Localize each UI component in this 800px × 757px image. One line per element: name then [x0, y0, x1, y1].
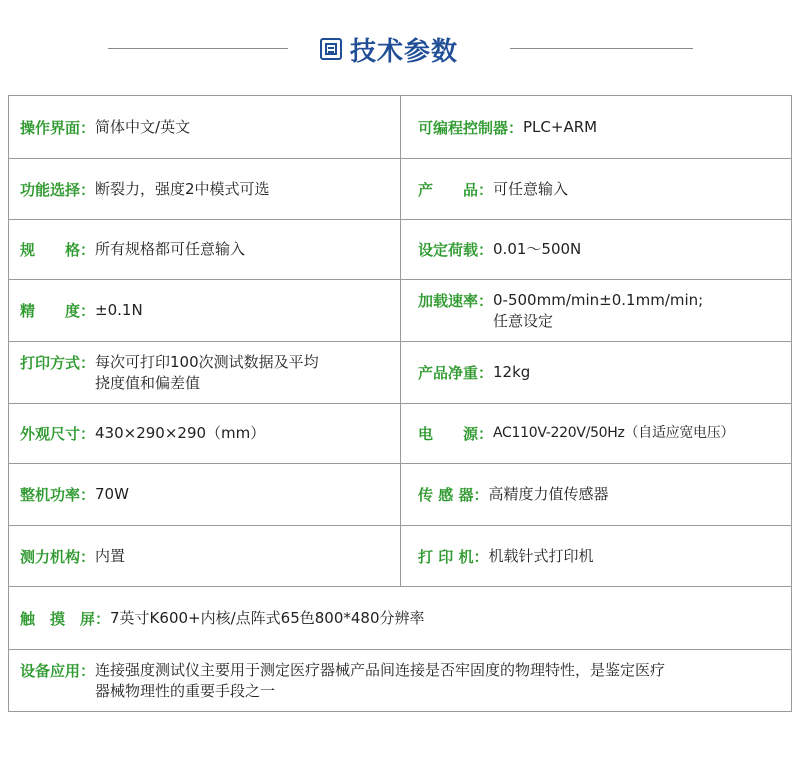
spec-label: 可编程控制器：: [418, 118, 524, 137]
spec-value: 内置: [95, 546, 126, 565]
spec-cell: [9, 587, 791, 649]
spec-value: 断裂力，强度2中模式可选: [95, 179, 270, 198]
spec-row: [9, 526, 791, 587]
spec-value: 连接强度测试仪主要用于测定医疗器械产品间连接是否牢固度的物理特性，是鉴定医疗 器械物理性的重要手段之一: [95, 661, 666, 700]
spec-table: [8, 95, 792, 712]
spec-row: [9, 280, 791, 342]
spec-row: [9, 404, 791, 464]
spec-value: 简体中文/英文: [95, 117, 191, 136]
document-icon: [320, 38, 342, 60]
spec-value: AC110V-220V/50Hz（自适应宽电压）: [493, 425, 735, 441]
header-divider-right: [510, 48, 693, 49]
spec-label: 设定荷载：: [418, 241, 494, 259]
spec-row: [9, 587, 791, 650]
spec-label: 设备应用：: [20, 662, 96, 680]
section-title-text: 技术参数: [350, 36, 459, 67]
spec-value: 0-500mm/min±0.1mm/min; 任意设定: [493, 291, 704, 330]
spec-cell: [9, 342, 400, 403]
spec-row: [9, 220, 791, 280]
spec-cell: [9, 280, 400, 341]
spec-cell: [400, 342, 791, 403]
spec-value: 0.01～500N: [493, 240, 582, 258]
spec-row: [9, 159, 791, 220]
spec-value: PLC+ARM: [523, 117, 598, 136]
header-divider-left: [108, 48, 288, 49]
spec-label: 加载速率：: [418, 292, 494, 310]
spec-value: 12kg: [493, 363, 531, 381]
spec-value: 430×290×290（mm）: [95, 424, 266, 442]
spec-cell: [9, 526, 400, 586]
spec-value: 每次可打印100次测试数据及平均 挠度值和偏差值: [95, 353, 319, 392]
spec-cell: [9, 464, 400, 525]
spec-label: 传 感 器：: [418, 486, 489, 504]
spec-label: 规 格：: [20, 241, 96, 259]
spec-cell: [400, 464, 791, 525]
spec-label: 产 品：: [418, 180, 494, 199]
spec-row: [9, 464, 791, 526]
spec-label: 整机功率：: [20, 486, 96, 504]
spec-label: 电 源：: [418, 425, 494, 443]
spec-value: 高精度力值传感器: [488, 485, 609, 503]
spec-cell: [9, 220, 400, 279]
spec-row: [9, 650, 791, 711]
spec-label: 操作界面：: [20, 118, 96, 137]
spec-label: 外观尺寸：: [20, 425, 96, 443]
spec-value: 7英寸K600+内核/点阵式65色800*480分辨率: [110, 608, 425, 627]
spec-cell: [9, 159, 400, 219]
spec-cell: [400, 96, 791, 158]
spec-label: 测力机构：: [20, 547, 96, 566]
spec-cell: [400, 404, 791, 463]
spec-label: 产品净重：: [418, 364, 494, 382]
spec-label: 触 摸 屏：: [20, 609, 111, 628]
spec-label: 打印方式：: [20, 354, 96, 372]
spec-label: 功能选择：: [20, 180, 96, 199]
spec-cell: [400, 220, 791, 279]
spec-row: [9, 96, 791, 159]
spec-cell: [400, 159, 791, 219]
spec-cell: [400, 526, 791, 586]
spec-label: 精 度：: [20, 302, 96, 320]
section-header: [0, 0, 800, 95]
spec-cell: [9, 404, 400, 463]
spec-value: 可任意输入: [493, 179, 569, 198]
spec-row: [9, 342, 791, 404]
spec-cell: [9, 650, 791, 711]
spec-label: 打 印 机：: [418, 547, 489, 566]
spec-cell: [9, 96, 400, 158]
spec-value: 机载针式打印机: [488, 546, 594, 565]
section-title: [320, 32, 458, 66]
spec-value: 所有规格都可任意输入: [95, 240, 246, 258]
spec-cell: [400, 280, 791, 341]
spec-value: 70W: [95, 485, 129, 503]
spec-value: ±0.1N: [95, 301, 143, 319]
